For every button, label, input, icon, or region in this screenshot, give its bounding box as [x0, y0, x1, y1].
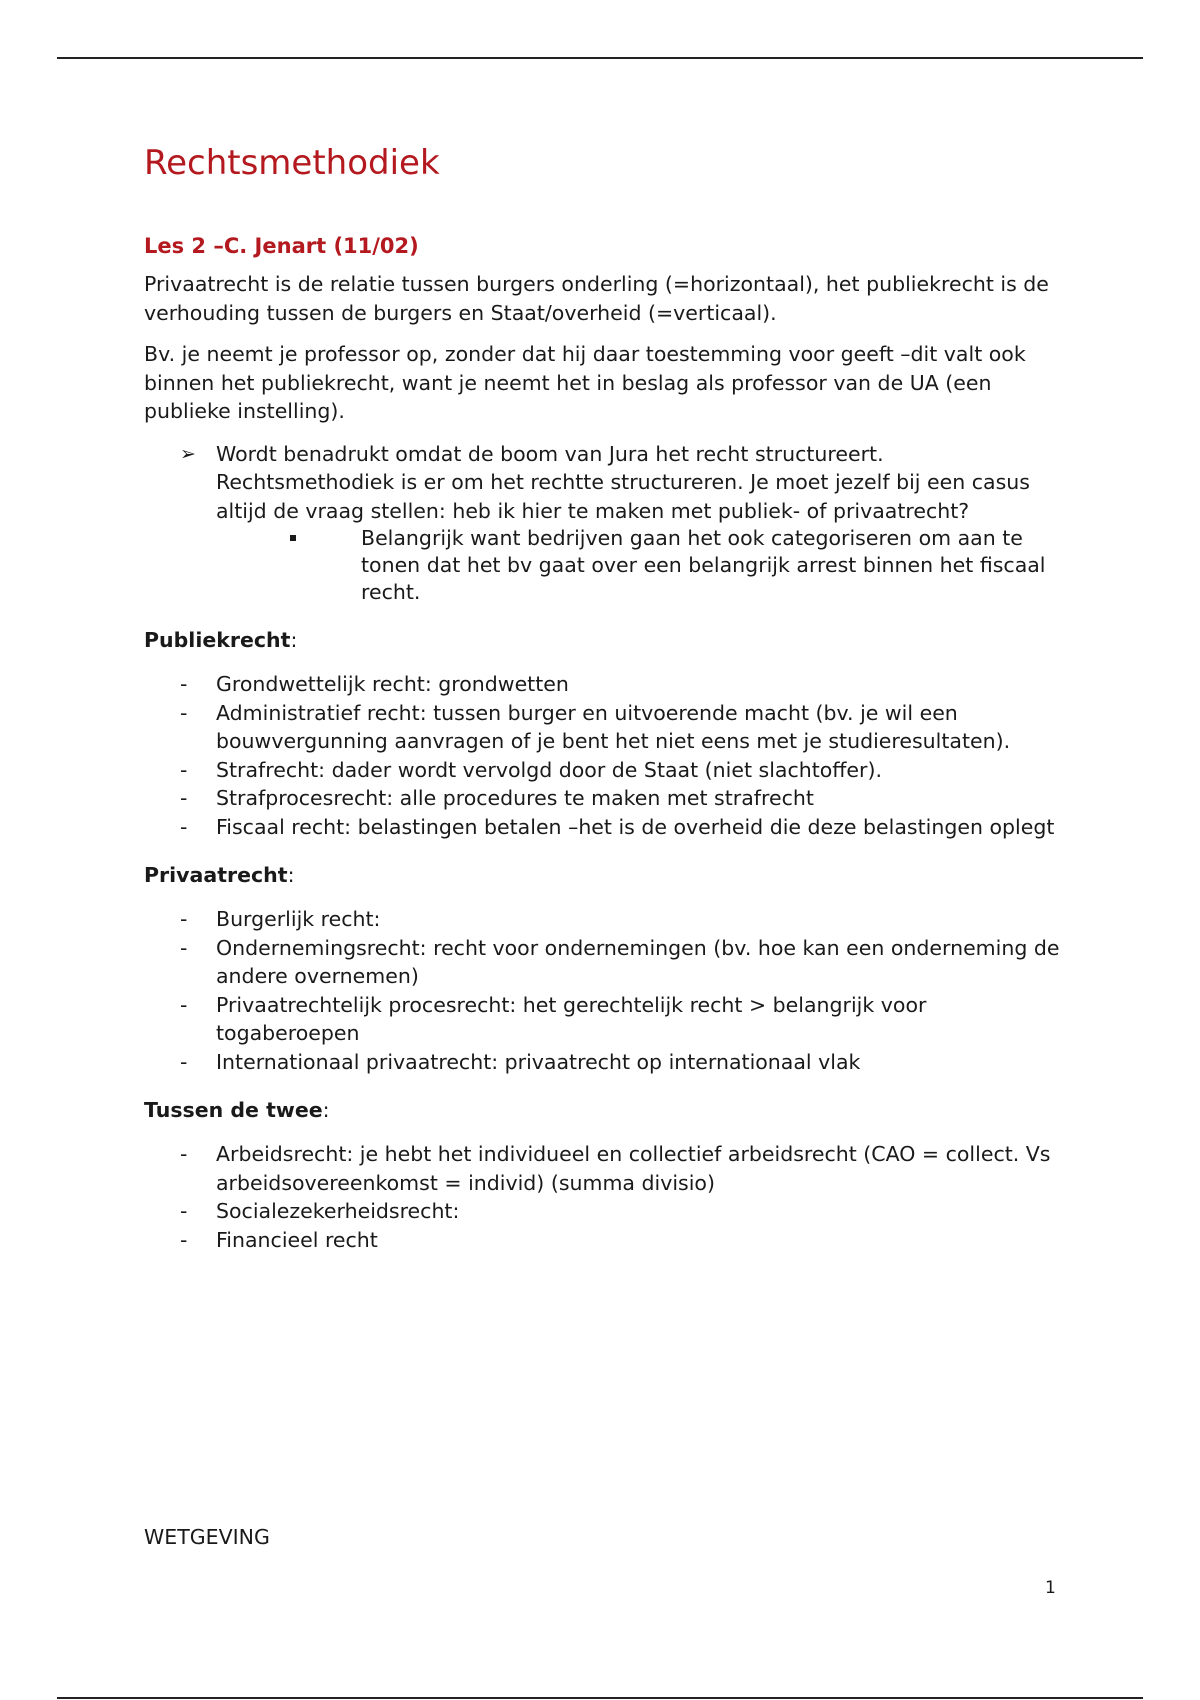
list-item: - Burgerlijk recht: — [144, 905, 1064, 934]
bottom-rule — [57, 1697, 1143, 1699]
list-item: - Fiscaal recht: belastingen betalen –het is de overheid die deze belastingen oplegt — [144, 813, 1064, 842]
arrow-list — [144, 440, 1064, 526]
paragraph-definition: Privaatrecht is de relatie tussen burgers onderling (=horizontaal), het publiekrecht is de verhouding tussen de burgers en Staat/overheid (=verticaal). — [144, 272, 1049, 325]
sub-item-text: Belangrijk want bedrijven gaan het ook categoriseren om aan te tonen dat het bv gaat over een belangrijk arrest binnen het fiscaal recht. — [361, 526, 1046, 604]
document-body — [144, 140, 1064, 1254]
lesson-heading: Les 2 –C. Jenart (11/02) — [144, 234, 419, 258]
list-item: - Financieel recht — [144, 1226, 1064, 1255]
arrow-bullet-icon: ➢ — [180, 442, 196, 465]
dash-bullet-icon: - — [180, 672, 188, 696]
publiekrecht-list — [144, 670, 1064, 841]
list-item: - Socialezekerheidsrecht: — [144, 1197, 1064, 1226]
privaatrecht-list — [144, 905, 1064, 1076]
dash-bullet-icon: - — [180, 1142, 188, 1166]
footer-label: WETGEVING — [144, 1525, 270, 1549]
section-heading-privaatrecht: Privaatrecht: — [144, 863, 295, 887]
dash-bullet-icon: - — [180, 1049, 188, 1074]
list-item — [144, 440, 1064, 526]
dash-bullet-icon: - — [180, 992, 188, 1017]
list-item: - Privaatrechtelijk procesrecht: het gerechtelijk recht > belangrijk voor togaberoepen — [180, 992, 927, 1045]
dash-bullet-icon: - — [180, 757, 188, 782]
list-item: - Administratief recht: tussen burger en uitvoerende macht (bv. je wil een bouwvergunning aanvragen of je bent het niet eens met je studieresultaten). — [180, 700, 1011, 753]
section-heading-publiekrecht: Publiekrecht: — [144, 628, 298, 652]
list-item: - Ondernemingsrecht: recht voor ondernemingen (bv. hoe kan een onderneming de andere overnemen) — [180, 935, 1060, 988]
list-item: - Strafrecht: dader wordt vervolgd door de Staat (niet slachtoffer). — [144, 756, 1064, 785]
square-bullet-icon — [290, 535, 296, 541]
dash-bullet-icon: - — [180, 786, 188, 810]
dash-bullet-icon: - — [180, 1227, 188, 1252]
tussen-de-twee-list — [144, 1140, 1064, 1254]
paragraph-example: Bv. je neemt je professor op, zonder dat hij daar toestemming voor geeft –dit valt ook binnen het publiekrecht, want je neemt het in beslag als professor van de UA (een publieke instelling). — [144, 342, 1026, 423]
list-item — [216, 525, 1064, 606]
document-title: Rechtsmethodiek — [144, 143, 440, 183]
list-item: - Arbeidsrecht: je hebt het individueel en collectief arbeidsrecht (CAO = collect. Vs arbeidsovereenkomst = individ) (summa divisio) — [180, 1142, 1051, 1195]
square-list — [144, 525, 1064, 606]
dash-bullet-icon: - — [180, 814, 188, 839]
section-heading-tussen-de-twee: Tussen de twee: — [144, 1098, 330, 1122]
dash-bullet-icon: - — [180, 1199, 188, 1223]
page-number: 1 — [1045, 1578, 1056, 1598]
top-rule — [57, 57, 1143, 59]
list-item: - Internationaal privaatrecht: privaatrecht op internationaal vlak — [144, 1048, 1064, 1077]
dash-bullet-icon: - — [180, 907, 188, 931]
list-item: - Grondwettelijk recht: grondwetten — [144, 670, 1064, 699]
dash-bullet-icon: - — [180, 700, 188, 725]
list-item: - Strafprocesrecht: alle procedures te maken met strafrecht — [144, 784, 1064, 813]
dash-bullet-icon: - — [180, 935, 188, 960]
arrow-item-text: Wordt benadrukt omdat de boom van Jura het recht structureert. Rechtsmethodiek is er om het rechtte structureren. Je moet jezelf bij een casus altijd de vraag stellen: heb ik hier te maken met publiek- of privaatrecht? — [216, 441, 1030, 523]
